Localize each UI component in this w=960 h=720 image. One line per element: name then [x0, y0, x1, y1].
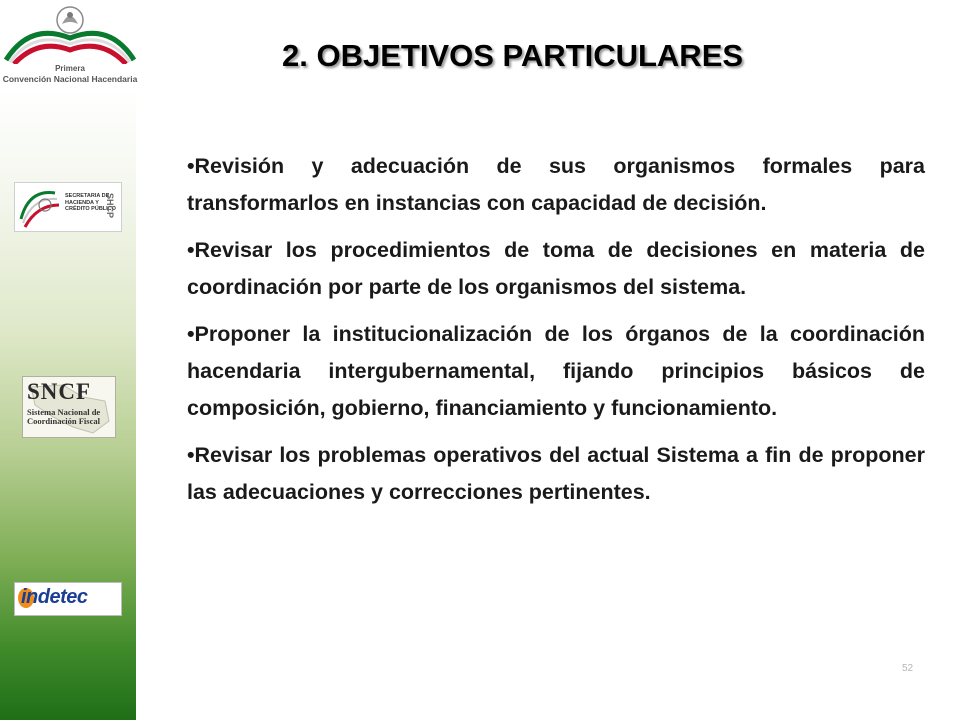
sncf-title: SNCF: [27, 379, 92, 404]
eagle-emblem-icon: [0, 0, 140, 64]
objectives-list: [187, 148, 925, 521]
shcp-line1: SECRETARIA DE: [65, 193, 110, 199]
convention-caption: [0, 64, 140, 84]
sncf-subtitle-line2: Coordinación Fiscal: [27, 416, 100, 426]
indetec-wordmark: indetec: [21, 586, 88, 608]
indetec-logo: [14, 582, 122, 616]
objective-item: •Revisar los procedimientos de toma de decisiones en materia de coordinación por parte de los organismos del sistema.: [187, 238, 925, 299]
sncf-logo: [22, 376, 116, 438]
objective-item: •Proponer la institucionalización de los órganos de la coordinación hacendaria intergubernamental, fijando principios básicos de composición, gobierno, financiamiento y funcionamiento.: [187, 322, 925, 420]
shcp-logo: [14, 182, 122, 232]
shcp-abbreviation: SHCP: [105, 193, 115, 219]
convention-logo: [0, 0, 140, 92]
sncf-subtitle: [27, 408, 100, 426]
convention-line1: Primera: [55, 64, 85, 73]
sncf-subtitle-line1: Sistema Nacional de: [27, 407, 101, 417]
shcp-line2: HACIENDA Y: [65, 199, 99, 206]
shcp-emblem-icon: [15, 183, 63, 229]
objective-item: •Revisión y adecuación de sus organismos formales para transformarlos en instancias con capacidad de decisión.: [187, 154, 925, 215]
page-number: 52: [902, 663, 914, 674]
convention-line2: Convención Nacional Hacendaria: [2, 74, 138, 84]
sidebar: [0, 0, 136, 720]
page-title: 2. OBJETIVOS PARTICULARES: [282, 38, 744, 73]
objective-item: •Revisar los problemas operativos del actual Sistema a fin de proponer las adecuaciones y correcciones pertinentes.: [187, 443, 925, 504]
shcp-line3: CRÉDITO PÚBLICO: [65, 206, 116, 212]
